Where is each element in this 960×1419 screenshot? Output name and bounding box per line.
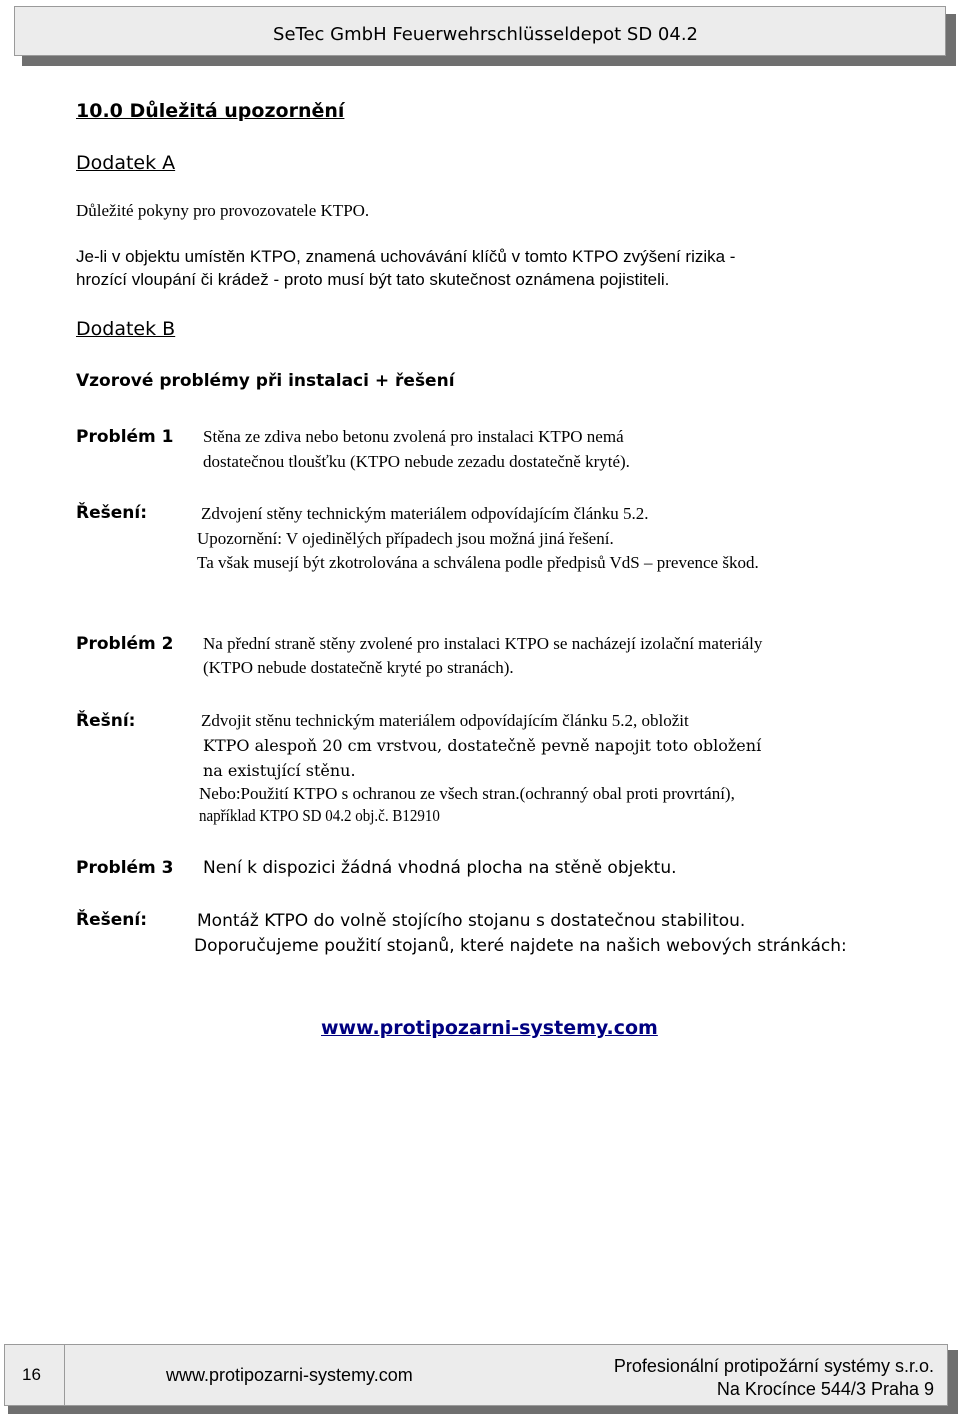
solution-2-text-line5: například KTPO SD 04.2 obj.č. B12910 — [199, 808, 440, 826]
solution-2-text-line4: Nebo:Použití KTPO s ochranou ze všech stran.(ochranný obal proti provrtání), — [199, 784, 735, 803]
problem-1-text-line1: Stěna ze zdiva nebo betonu zvolená pro instalaci KTPO nemá — [203, 427, 624, 446]
footer-website: www.protipozarni-systemy.com — [166, 1365, 413, 1385]
problem-3-text-line1: Není k dispozici žádná vhodná plocha na stěně objektu. — [203, 858, 677, 878]
solution-3-label: Řešení: — [76, 910, 147, 930]
header-title: SeTec GmbH Feuerwehrschlüsseldepot SD 04.2 — [273, 24, 698, 45]
section-heading: 10.0 Důležitá upozornění — [76, 100, 345, 122]
solution-3-text-line1: Montáž KTPO do volně stojícího stojanu s dostatečnou stabilitou. — [197, 911, 746, 931]
addendum-b-title: Dodatek B — [76, 318, 176, 340]
problem-1-text-line2: dostatečnou tloušťku (KTPO nebude zezadu dostatečně kryté). — [203, 452, 630, 471]
footer-page-number: 16 — [22, 1365, 41, 1384]
solution-1-text-line3: Ta však musejí být zkotrolována a schválena podle předpisů VdS – prevence škod. — [197, 553, 759, 572]
addendum-a-intro: Důležité pokyny pro provozovatele KTPO. — [76, 201, 370, 220]
addendum-b-subtitle: Vzorové problémy při instalaci + řešení — [76, 371, 455, 391]
solution-2-text-line1: Zdvojit stěnu technickým materiálem odpovídajícím článku 5.2, obložit — [201, 711, 689, 730]
problem-2-text-line1: Na přední straně stěny zvolené pro instalaci KTPO se nacházejí izolační materiály — [203, 634, 763, 653]
problem-2-label: Problém 2 — [76, 634, 174, 654]
footer-divider — [64, 1344, 65, 1406]
addendum-a-title: Dodatek A — [76, 152, 176, 174]
problem-1-label: Problém 1 — [76, 427, 174, 447]
solution-3-text-line2: Doporučujeme použití stojanů, které najdete na našich webových stránkách: — [194, 936, 847, 956]
footer-address: Na Krocínce 544/3 Praha 9 — [716, 1379, 934, 1399]
solution-1-text-line2: Upozornění: V ojedinělých případech jsou možná jiná řešení. — [197, 529, 614, 548]
problem-3-label: Problém 3 — [76, 858, 174, 878]
solution-1-text-line1: Zdvojení stěny technickým materiálem odpovídajícím článku 5.2. — [201, 504, 649, 523]
website-link[interactable]: www.protipozarni-systemy.com — [321, 1017, 658, 1039]
solution-2-text-line2: KTPO alespoň 20 cm vrstvou, dostatečně pevně napojit toto obložení — [203, 736, 762, 755]
footer-company: Profesionální protipožární systémy s.r.o. — [613, 1356, 934, 1376]
problem-2-text-line2: (KTPO nebude dostatečně kryté po stranách). — [203, 658, 514, 677]
solution-2-text-line3: na existující stěnu. — [203, 761, 356, 780]
solution-1-label: Řešení: — [76, 503, 147, 523]
addendum-a-text-line2: hrozící vloupání či krádež - proto musí být tato skutečnost oznámena pojistiteli. — [76, 270, 670, 289]
solution-2-label: Řešní: — [76, 711, 136, 731]
addendum-a-text-line1: Je-li v objektu umístěn KTPO, znamená uchovávání klíčů v tomto KTPO zvýšení rizika - — [76, 247, 736, 266]
